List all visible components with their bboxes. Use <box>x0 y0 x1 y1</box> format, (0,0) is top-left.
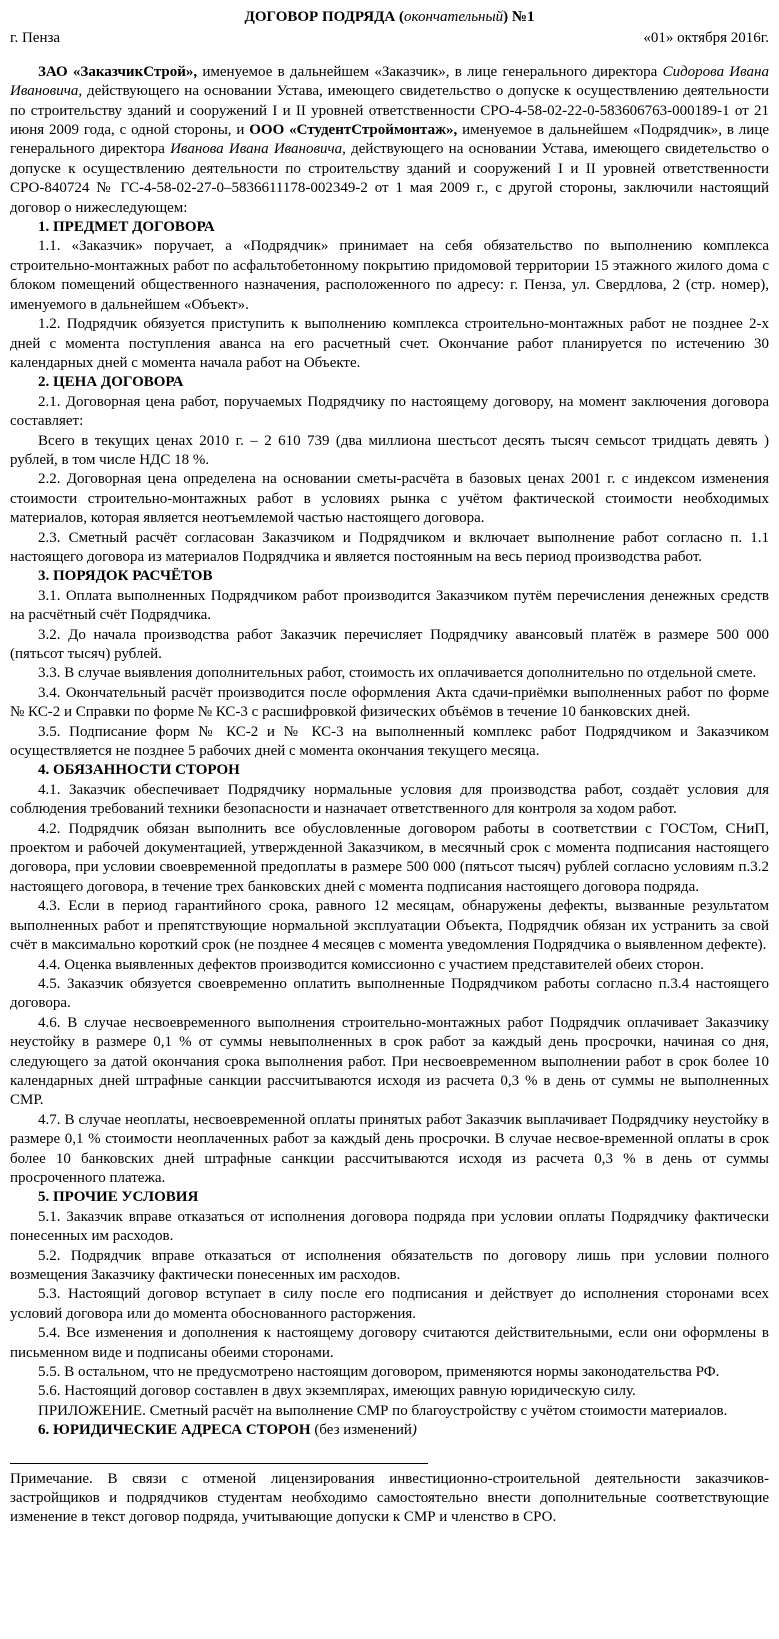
section-6-heading: 6. ЮРИДИЧЕСКИЕ АДРЕСА СТОРОН <box>38 1422 311 1439</box>
clause-4-3: 4.3. Если в период гарантийного срока, равного 12 месяцам, обнаружены дефекты, вызванные результатом выполненных работ и препятствующие нормальной эксплуатации Объекта, Подрядчик обязан их устранить за свой счёт в максимально короткий срок (не позднее 4 месяцев с момента уведомления Подрядчика о выявленном дефекте). <box>10 898 769 954</box>
clause-1-1: 1.1. «Заказчик» поручает, а «Подрядчик» принимает на себя обязательство по выполнению комплекса строительно-монтажных работ по асфальтобетонному покрытию придомовой территории 15 этажного жилого дома с блоком помещений общественного назначения, расположенного по адресу: г. Пенза, ул. Свердлова, 2 (стр. номер), именуемого в дальнейшем «Объект». <box>10 238 769 313</box>
section-6-title <box>10 1421 769 1440</box>
clause-4-2: 4.2. Подрядчик обязан выполнить все обусловленные договором работы в соответствии с ГОСТом, СНиП, проектом и рабочей документацией, утвержденной Заказчиком, в месячный срок с момента подписания настоящего договора, при условии своевременной предоплаты в размере 500 000 (пятьсот тысяч) рублей согласно условиям п.3.2 настоящего договора, в течение трех банковских дней с момента подписания настоящего договора подряда. <box>10 820 769 895</box>
section-6-note-paren: ) <box>411 1422 417 1439</box>
clause-3-2: 3.2. До начала производства работ Заказчик перечисляет Подрядчику авансовый платёж в размере 500 000 (пятьсот тысяч) рублей. <box>10 626 769 662</box>
clause-5-6: 5.6. Настоящий договор составлен в двух экземплярах, имеющих равную юридическую силу. <box>38 1383 636 1400</box>
clause-4-6: 4.6. В случае несвоевременного выполнения строительно-монтажных работ Подрядчик оплачивает Заказчику неустойку в размере 0,1 % от суммы невыполненных в срок работ за каждый день просрочки, начиная со дня, следующего за датой окончания срока выполнения работ. При несвоевременном выполнении работ в срок более 10 календарных дней штрафные санкции рассчитываются исходя из расчета 0,3 % в день от суммы не выполненных СМР. <box>10 1014 769 1109</box>
clause-2-2: 2.2. Договорная цена определена на основании сметы-расчёта в базовых ценах 2001 г. с индексом изменения стоимости строительно-монтажных работ в условиях рынка с учётом фактической стоимости необходимых материалов, которая является неотъемлемой частью настоящего договора. <box>10 471 769 527</box>
clause-2-3: 2.3. Сметный расчёт согласован Заказчиком и Подрядчиком и включает выполнение работ согласно п. 1.1 настоящего договора из материалов Подрядчика и является постоянным на весь период производства работ. <box>10 529 769 565</box>
customer-name: ЗАО «ЗаказчикСтрой», <box>38 63 198 80</box>
clause-4-5: 4.5. Заказчик обязуется своевременно оплатить выполненные Подрядчиком работы согласно п.3.4 настоящего договора. <box>10 975 769 1012</box>
clause-1-2: 1.2. Подрядчик обязуется приступить к выполнению комплекса строительно-монтажных работ не позднее 2-х дней с момента поступления аванса на его расчетный счет. Окончание работ планируется по истечению 30 календарных дней с момента начала работ на Объекте. <box>10 316 769 371</box>
preamble-text-4: действующего на основании Устава, имеющего свидетельство о допуске к осуществлению деятельности по строительству зданий и сооружений I и II уровней ответственности СРО-840724 № ГС-4-58-02-27-0–5836611178-002349-2 от 1 мая 2009 г., с другой стороны, заключили настоящий договор о нижеследующем: <box>10 141 769 216</box>
title-end: ) №1 <box>503 9 535 25</box>
clause-4-4: 4.4. Оценка выявленных дефектов производится комиссионно с участием представителей обеих сторон. <box>38 956 704 973</box>
section-5-title: 5. ПРОЧИЕ УСЛОВИЯ <box>38 1189 199 1206</box>
clause-5-3: 5.3. Настоящий договор вступает в силу после его подписания и действует до исполнения сторонами всех условий договора или до момента обоснованного расторжения. <box>10 1286 769 1322</box>
preamble <box>10 63 769 218</box>
clause-5-5: 5.5. В остальном, что не предусмотрено настоящим договором, применяются нормы законодательства РФ. <box>38 1364 720 1381</box>
section-4-title: 4. ОБЯЗАННОСТИ СТОРОН <box>38 762 240 779</box>
section-6-note-text: (без изменений <box>310 1422 412 1439</box>
clause-5-2: 5.2. Подрядчик вправе отказаться от исполнения обязательств по договору лишь при условии полного возмещения Заказчику фактически понесенных им расходов. <box>10 1247 769 1283</box>
city: г. Пенза <box>10 30 61 47</box>
title-italic: окончательный <box>404 9 504 25</box>
contractor-director: Иванова Ивана Ивановича, <box>170 141 346 158</box>
preamble-text-1: именуемое в дальнейшем «Заказчик», в лице генерального директора <box>197 63 663 80</box>
document-title <box>10 8 769 27</box>
footnote-divider <box>10 1463 428 1464</box>
clause-3-5: 3.5. Подписание форм № КС-2 и № КС-3 на выполненный комплекс работ Подрядчиком и Заказчиком осуществляется не позднее 5 рабочих дней с момента окончания текущего месяца. <box>10 723 769 760</box>
contractor-name: ООО «СтудентСтроймонтаж», <box>249 122 458 139</box>
section-3-title: 3. ПОРЯДОК РАСЧЁТОВ <box>38 568 213 585</box>
clause-5-4: 5.4. Все изменения и дополнения к настоящему договору считаются действительными, если они оформлены в письменном виде и подписаны обеими сторонами. <box>10 1325 769 1361</box>
clause-3-4: 3.4. Окончательный расчёт производится после оформления Акта сдачи-приёмки выполненных работ по форме № КС-2 и Справки по форме № КС-3 с расшифровкой физических объёмов в течение 10 банковских дней. <box>10 684 769 721</box>
clause-5-1: 5.1. Заказчик вправе отказаться от исполнения договора подряда при условии оплаты Подрядчику фактически понесенных им расходов. <box>10 1208 769 1245</box>
title-main: ДОГОВОР ПОДРЯДА ( <box>244 9 404 25</box>
clause-4-1: 4.1. Заказчик обеспечивает Подрядчику нормальные условия для производства работ, создаёт условия для соблюдения требований техники безопасности и назначает ответственного для контроля за ходом работ. <box>10 781 769 818</box>
footnote: Примечание. В связи с отменой лицензирования инвестиционно-строительной деятельности заказчиков-застройщиков и подрядчиков студентам необходимо самостоятельно внести дополнительные соответствующие изменение в текст договор подряда, учитывающие допуски к СМР и членство в СРО. <box>10 1470 769 1526</box>
clause-4-7: 4.7. В случае неоплаты, несвоевременной оплаты принятых работ Заказчик выплачивает Подрядчику неустойку в размере 0,1 % стоимости неоплаченных работ за каждый день просрочки. В случае несвое-временной оплаты в срок более 10 банковских дней штрафные санкции рассчитываются исходя из расчета 0,3 % в день от суммы просроченного платежа. <box>10 1111 769 1186</box>
section-1-title: 1. ПРЕДМЕТ ДОГОВОРА <box>38 219 215 236</box>
section-6-note <box>311 1422 417 1438</box>
customer-director: Сидорова Ивана Ивановича, <box>10 63 769 100</box>
city-date-line <box>10 29 769 48</box>
clause-2-1-total: Всего в текущих ценах 2010 г. – 2 610 739 (два миллиона шестьсот десять тысяч семьсот тридцать девять ) рублей, в том числе НДС 18 %. <box>10 432 769 468</box>
section-2-title: 2. ЦЕНА ДОГОВОРА <box>38 374 184 391</box>
clause-3-3: 3.3. В случае выявления дополнительных работ, стоимость их оплачивается дополнительно по отдельной смете. <box>38 665 757 682</box>
date: «01» октября 2016г. <box>643 30 769 47</box>
preamble-text-3: именуемое в дальнейшем «Подрядчик», в лице генерального директора <box>10 122 769 158</box>
clause-2-1: 2.1. Договорная цена работ, поручаемых Подрядчику по настоящему договору, на момент заключения договора составляет: <box>10 393 769 430</box>
preamble-text-2: действующего на основании Устава, имеющего свидетельство о допуске к осуществлению деятельности по строительству зданий и сооружений I и II уровней ответственности СРО-4-58-02-22-0-583606763-000189-1 от 21 июня 2009 года, с одной стороны, и <box>10 83 769 139</box>
clause-3-1: 3.1. Оплата выполненных Подрядчиком работ производится Заказчиком путём перечисления денежных средств на расчётный счёт Подрядчика. <box>10 587 769 624</box>
appendix-note: ПРИЛОЖЕНИЕ. Сметный расчёт на выполнение СМР по благоустройству с учётом стоимости материалов. <box>38 1402 728 1419</box>
